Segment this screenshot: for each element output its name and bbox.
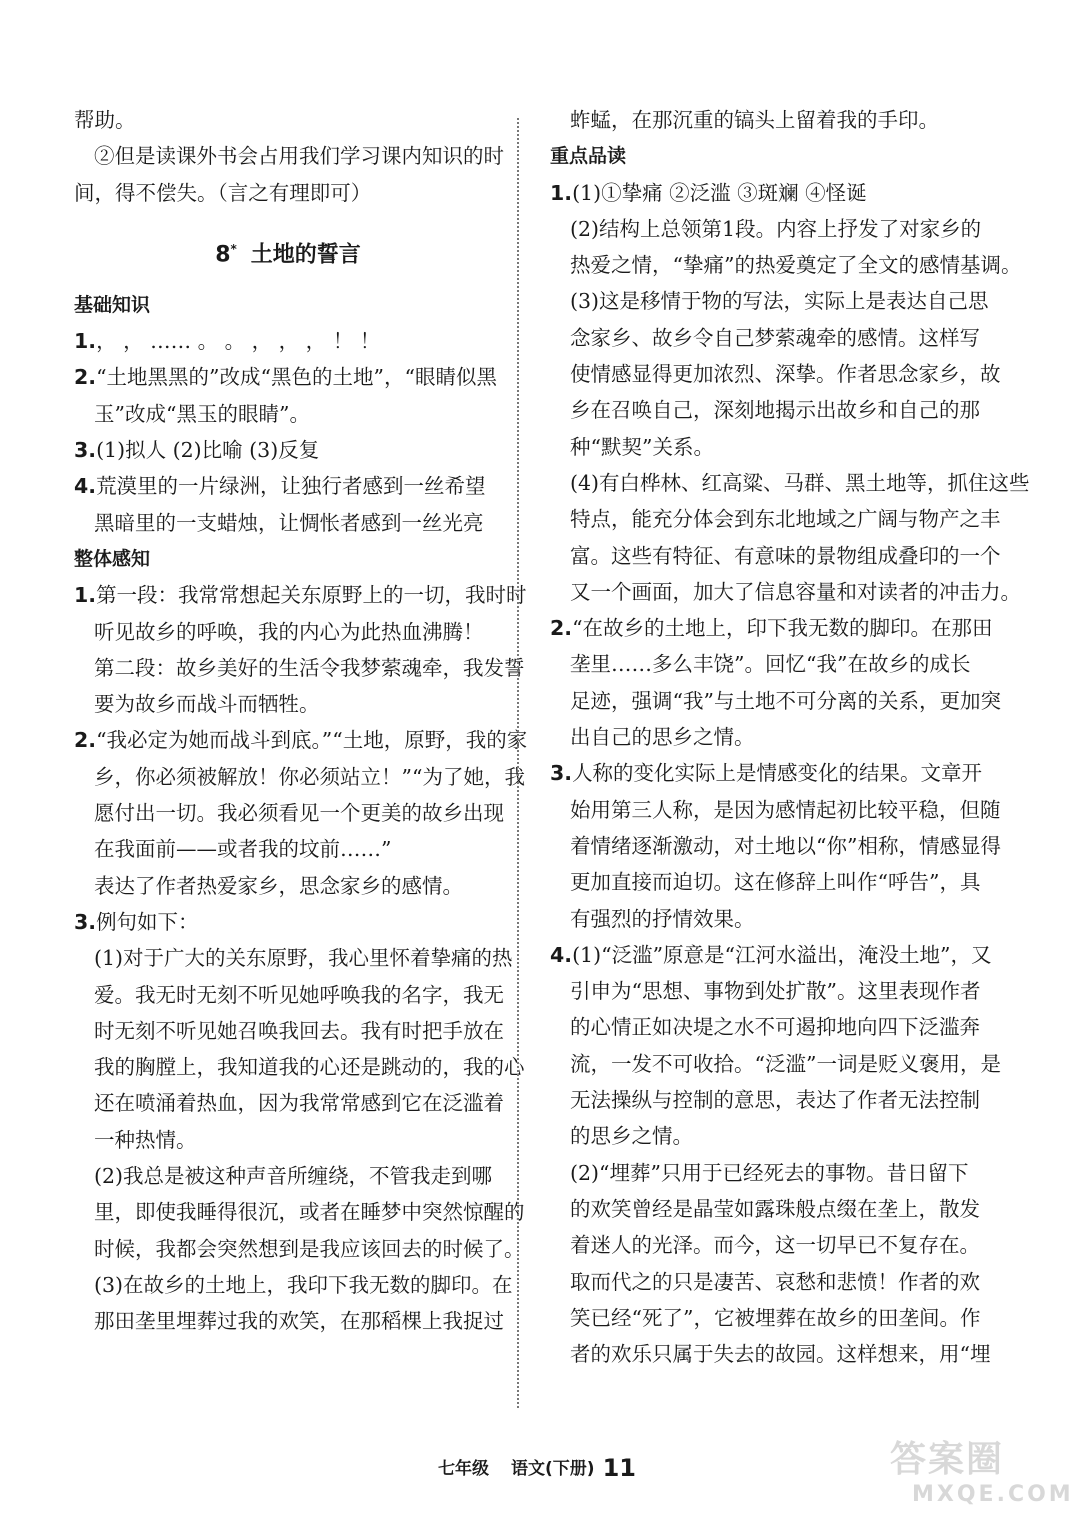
question-number: 1.	[550, 180, 573, 205]
answer-line: (3)在故乡的土地上，我印下我无数的脚印。在	[94, 1272, 513, 1297]
right-column	[550, 102, 1030, 1372]
answer-line: 热爱之情，“挚痛”的热爱奠定了全文的感情基调。	[570, 253, 1022, 278]
footer-subject: 语文(下册)	[511, 1459, 595, 1479]
answer-line: 那田垄里埋葬过我的欢笑，在那稻棵上我捉过	[94, 1309, 504, 1334]
answer-line: 特点，能充分体会到东北地域之广阔与物产之丰	[570, 507, 1001, 532]
answer-line: 念家乡、故乡令自己梦萦魂牵的感情。这样写	[570, 325, 980, 350]
answer-line: 要为故乡而战斗而牺牲。	[94, 692, 320, 717]
footer-grade: 七年级	[438, 1459, 490, 1479]
answer-line: (2)我总是被这种声音所缠绕，不管我走到哪	[94, 1164, 493, 1189]
lesson-mark: *	[230, 241, 237, 256]
page-number: 11	[602, 1454, 636, 1482]
watermark-logo	[890, 1439, 1074, 1522]
question-line	[550, 175, 980, 211]
answer-line: (3)这是移情于物的写法，实际上是表达自己思	[570, 289, 989, 314]
question-number: 4.	[74, 474, 97, 499]
answer-line: 乡，你必须被解放！你必须站立！”“为了她，我	[94, 764, 525, 789]
answer-line: 爱。我无时无刻不听见她呼唤我的名字，我无	[94, 982, 504, 1007]
answer-line: 里，即使我睡得很沉，或者在睡梦中突然惊醒的	[94, 1200, 525, 1225]
answer-line: 的思乡之情。	[570, 1124, 693, 1149]
continued-line: ②但是读课外书会占用我们学习课内知识的时	[94, 144, 504, 169]
answer-line: 足迹，强调“我”与土地不可分离的关系，更加突	[570, 688, 1001, 713]
question-text: “土地黑黑的”改成“黑色的土地”，“眼睛似黑	[96, 365, 497, 390]
question-number: 1.	[74, 329, 97, 354]
question-text: 荒漠里的一片绿洲，让独行者感到一丝希望	[96, 474, 486, 499]
question-line	[550, 755, 983, 791]
answer-line: 始用第三人称，是因为感情起初比较平稳，但随	[570, 797, 1001, 822]
answer-line: 富。这些有特征、有意味的景物组成叠印的一个	[570, 543, 1001, 568]
answer-line: 听见故乡的呼唤，我的内心为此热血沸腾！	[94, 619, 484, 644]
continued-line: 帮助。	[74, 108, 136, 132]
question-number: 3.	[550, 761, 573, 786]
question-text: (1)①挚痛 ②泛滥 ③斑斓 ④怪诞	[572, 180, 867, 205]
question-line	[550, 610, 993, 646]
answer-line: 第二段：故乡美好的生活令我梦萦魂牵，我发誓	[94, 655, 525, 680]
question-number: 3.	[74, 909, 97, 934]
answer-line: (4)有白桦林、红高粱、马群、黑土地等，抓住这些	[570, 470, 1030, 495]
answer-line: 在我面前——或者我的坟前……”	[94, 837, 392, 862]
answer-line: 引申为“思想、事物到处扩散”。这里表现作者	[570, 979, 981, 1004]
question-text: “在故乡的土地上，印下我无数的脚印。在那田	[572, 616, 993, 641]
answer-line: (2)“埋葬”只用于已经死去的事物。昔日留下	[570, 1160, 969, 1185]
answer-line: 黑暗里的一支蜡烛，让惆怅者感到一丝光亮	[94, 510, 484, 535]
answer-line: 笑已经“死了”，它被埋葬在故乡的田垄间。作	[570, 1305, 981, 1330]
answer-line: 着情绪逐渐激动，对土地以“你”相称，情感显得	[570, 833, 1001, 858]
question-line	[74, 468, 502, 504]
answer-line: 一种热情。	[94, 1127, 197, 1152]
question-line	[550, 937, 992, 973]
watermark-cn: 答案圈	[890, 1439, 1005, 1480]
section-heading: 重点品读	[550, 145, 627, 168]
question-number: 1.	[74, 583, 97, 608]
answer-line: 乡在召唤自己，深刻地揭示出故乡和自己的那	[570, 398, 980, 423]
lesson-name: 土地的誓言	[250, 242, 361, 268]
question-number: 2.	[550, 616, 573, 641]
continued-line: 蚱蜢，在那沉重的镐头上留着我的手印。	[570, 108, 939, 132]
question-text: 第一段：我常常想起关东原野上的一切，我时时	[96, 583, 527, 608]
answer-line: 流，一发不可收拾。“泛滥”一词是贬义褒用，是	[570, 1051, 1001, 1076]
answer-line: 的心情正如决堤之水不可遏抑地向四下泛滥奔	[570, 1015, 980, 1040]
question-line	[74, 323, 502, 359]
left-column	[74, 102, 528, 1340]
answer-line: 更加直接而迫切。这在修辞上叫作“呼告”，具	[570, 870, 981, 895]
question-line	[74, 722, 528, 758]
answer-line: 玉”改成“黑玉的眼睛”。	[94, 401, 310, 426]
question-text: (1)“泛滥”原意是“江河水溢出，淹没土地”，又	[572, 942, 992, 967]
answer-line: 垄里……多么丰饶”。回忆“我”在故乡的成长	[570, 652, 971, 677]
question-line	[74, 432, 502, 468]
column-divider	[517, 118, 519, 1408]
answer-line: 时候，我都会突然想到是我应该回去的时候了。	[94, 1236, 525, 1261]
continued-line: 间，得不偿失。（言之有理即可）	[74, 180, 372, 205]
lesson-title	[74, 211, 502, 287]
answer-line: 有强烈的抒情效果。	[570, 906, 755, 931]
section-heading: 整体感知	[74, 547, 151, 570]
answer-line: 表达了作者热爱家乡，思念家乡的感情。	[94, 873, 463, 898]
answer-line: (1)对于广大的关东原野，我心里怀着挚痛的热	[94, 946, 513, 971]
question-text: (1)拟人 (2)比喻 (3)反复	[96, 438, 320, 463]
question-line	[74, 577, 527, 613]
section-heading: 基础知识	[74, 293, 151, 316]
answer-line: 我的胸膛上，我知道我的心还是跳动的，我的心	[94, 1055, 525, 1080]
question-text: 例句如下：	[96, 909, 199, 934]
answer-line: 种“默契”关系。	[570, 434, 714, 459]
answer-line: 着迷人的光泽。而今，这一切早已不复存在。	[570, 1233, 980, 1258]
watermark-en: MXQE.COM	[912, 1482, 1074, 1507]
question-text: ， ， …… 。 。 ， ， ， ！ ！	[96, 329, 381, 354]
question-number: 2.	[74, 365, 97, 390]
answer-line: 时无刻不听见她召唤我回去。我有时把手放在	[94, 1018, 504, 1043]
question-text: 人称的变化实际上是情感变化的结果。文章开	[572, 761, 983, 786]
answer-line: 者的欢乐只属于失去的故园。这样想来，用“埋	[570, 1342, 991, 1367]
answer-line: 的欢笑曾经是晶莹如露珠般点缀在垄上，散发	[570, 1196, 980, 1221]
question-number: 4.	[550, 942, 573, 967]
lesson-number: 8	[215, 242, 231, 268]
answer-line: 使情感显得更加浓烈、深挚。作者思念家乡，故	[570, 362, 1001, 387]
answer-line: 无法操纵与控制的意思，表达了作者无法控制	[570, 1088, 980, 1113]
question-line	[74, 904, 502, 940]
question-number: 2.	[74, 728, 97, 753]
question-text: “我必定为她而战斗到底。”“土地，原野，我的家	[96, 728, 528, 753]
answer-line: 又一个画面，加大了信息容量和对读者的冲击力。	[570, 579, 1021, 604]
answer-line: 取而代之的只是凄苦、哀愁和悲愤！作者的欢	[570, 1269, 980, 1294]
answer-line: 还在喷涌着热血，因为我常常感到它在泛滥着	[94, 1091, 504, 1116]
answer-line: 出自己的思乡之情。	[570, 725, 755, 750]
question-number: 3.	[74, 438, 97, 463]
answer-line: 愿付出一切。我必须看见一个更美的故乡出现	[94, 801, 504, 826]
question-line	[74, 359, 502, 395]
answer-line: (2)结构上总领第1段。内容上抒发了对家乡的	[570, 216, 982, 241]
